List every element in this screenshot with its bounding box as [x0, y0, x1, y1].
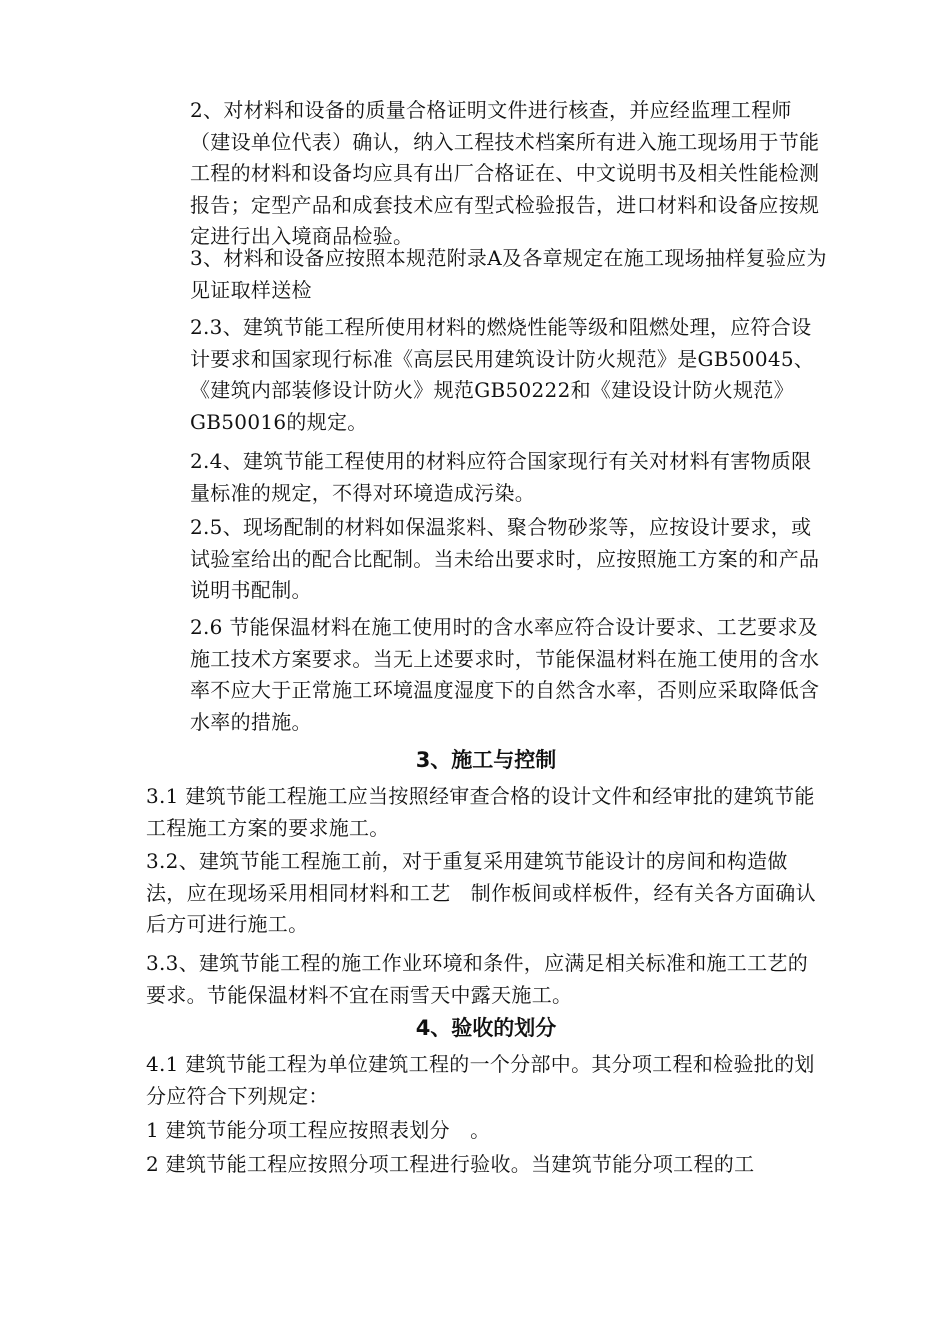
paragraph-material-certificate: 2、对材料和设备的质量合格证明文件进行核查，并应经监理工程师（建设单位代表）确认，纳入工程技术档案所有进入施工现场用于节能工程的材料和设备均应具有出厂合格证在、中文说明书及相关性能检测报告；定型产品和成套技术应有型式检验报告，进口材料和设备应按规定进行出入境商品检验。 [190, 98, 820, 248]
section-heading-acceptance-division: 4、验收的划分 [415, 1016, 557, 1040]
paragraph-2-5-site-mixed-materials: 2.5、现场配制的材料如保温浆料、聚合物砂浆等，应按设计要求，或试验室给出的配合比配制。当未给出要求时，应按照施工方案的和产品说明书配制。 [190, 515, 820, 602]
paragraph-3-1: 3.1 建筑节能工程施工应当按照经审查合格的设计文件和经审批的建筑节能工程施工方案的要求施工。 [146, 784, 815, 840]
paragraph-2-6-moisture-content: 2.6 节能保温材料在施工使用时的含水率应符合设计要求、工艺要求及施工技术方案要求。当无上述要求时，节能保温材料在施工使用的含水率不应大于正常施工环境温度湿度下的自然含水率，否则应采取降低含水率的措施。 [190, 615, 820, 734]
section-heading-construction-control: 3、施工与控制 [415, 748, 557, 772]
paragraph-sampling-retest: 3、材料和设备应按照本规范附录A及各章规定在施工现场抽样复验应为见证取样送检 [190, 246, 827, 302]
paragraph-3-2: 3.2、建筑节能工程施工前，对于重复采用建筑节能设计的房间和构造做法，应在现场采用相同材料和工艺 制作板间或样板件，经有关各方面确认后方可进行施工。 [146, 849, 816, 936]
paragraph-4-1: 4.1 建筑节能工程为单位建筑工程的一个分部中。其分项工程和检验批的划分应符合下列规定： [146, 1052, 815, 1108]
paragraph-3-3: 3.3、建筑节能工程的施工作业环境和条件，应满足相关标准和施工工艺的要求。节能保温材料不宜在雨雪天中露天施工。 [146, 951, 809, 1007]
paragraph-2-4-hazardous-substances: 2.4、建筑节能工程使用的材料应符合国家现行有关对材料有害物质限量标准的规定，不得对环境造成污染。 [190, 449, 812, 505]
paragraph-4-1-item-1: 1 建筑节能分项工程应按照表划分 。 [146, 1118, 491, 1142]
paragraph-2-3-fire-rating: 2.3、建筑节能工程所使用材料的燃烧性能等级和阻燃处理，应符合设计要求和国家现行标准《高层民用建筑设计防火规范》是GB50045、《建筑内部装修设计防火》规范GB50222和《建设设计防火规范》GB50016的规定。 [190, 315, 815, 434]
paragraph-4-1-item-2: 2 建筑节能工程应按照分项工程进行验收。当建筑节能分项工程的工 [146, 1152, 755, 1176]
